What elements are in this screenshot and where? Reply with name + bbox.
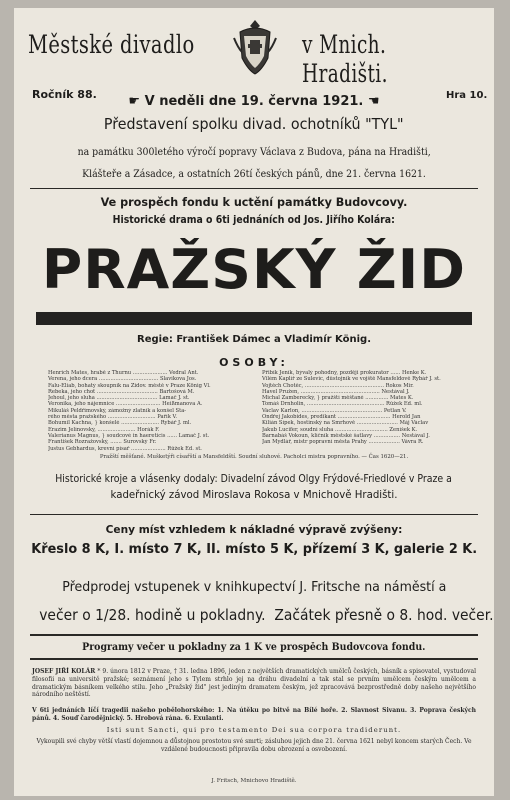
anniversary-date-line: Klášteře a Zásadce, a ostatních 26tí českých pánů, dne 21. června 1621.	[82, 168, 426, 180]
printer-line: J. Fritsch, Mnichovo Hradiště.	[211, 778, 297, 784]
latin-quote: Isti sunt Sancti, qui pro testamento Dei sua corpora tradiderunt.	[106, 726, 402, 734]
cast-entry: Erazim Jelínovský, ....................... Horák F.	[48, 426, 160, 433]
cast-entry: Václav Karlon, ................................................. Petlan V.	[262, 407, 407, 414]
program-line: Programy večer u pokladny za 1 K ve prospěch Budovcova fondu.	[82, 642, 426, 653]
cast-entry: Kilián Šípek, hostinský na Smrhově ......................... Máj Václav	[262, 420, 429, 427]
presale-line: Předprodej vstupenek v knihkupectví J. Fritsche na náměstí a	[61, 580, 447, 595]
cast-entry: Rebeka, jeho choť ..................................... Bartošová M.	[48, 388, 195, 395]
cast-entry: Jan Mydlář, mistr popravní města Prahy ................... Vávra R.	[262, 439, 424, 446]
divider	[30, 634, 478, 636]
cast-entry: Vojtěch Chotěc, ................................................ Rokos Mir.	[262, 382, 414, 389]
ticket-prices: Křeslo 8 K, I. místo 7 K, II. místo 5 K, přízemí 3 K, galerie 2 K.	[31, 542, 477, 557]
cast-entry: Přibík Jeník, bývalý pohodný, později prokurator ...... Henke K.	[262, 370, 427, 376]
divider	[30, 188, 478, 189]
cast-entry: František Rozražovský, ....... Šurovský Fr.	[48, 439, 157, 446]
theatre-poster	[14, 8, 494, 796]
pointing-hand-left-icon: ☚	[367, 94, 380, 109]
company-line: Představení spolku divad. ochotníků "TYL"	[104, 115, 404, 133]
cast-entry: rého města pražského ............................. Pařík V.	[48, 414, 177, 421]
cast-entry: Verena, jeho dcera .................................... Slavíkova Jos.	[48, 376, 197, 383]
play-number: Hra 10.	[446, 90, 488, 101]
costumes-line-2: kadeřnický závod Miroslava Rokosa v Mnichově Hradišti.	[110, 490, 398, 501]
benefit-line: Ve prospěch fondu k uctění památky Budovcovy.	[100, 196, 408, 209]
cast-entry: Havel Pružen, ................................................ Nestával J.	[262, 388, 410, 395]
theatre-name: Městské divadlo	[28, 30, 195, 59]
start-time: Začátek přesně o 8. hod. večer.	[274, 606, 494, 624]
divider	[30, 658, 478, 660]
cast-entry: Falu-Eliab, bohatý skoupník na Židov. městě v Praze König Vl.	[48, 382, 211, 389]
cast-entry: Tomáš Drnholin, ............................................... Růžek Ed. ml.	[262, 401, 423, 408]
direction-line: Regie: František Dámec a Vladimír König.	[137, 334, 371, 345]
play-title: PRAŽSKÝ ŽID	[41, 238, 467, 301]
cast-entry: Vilém Kaplíř ze Sulevic, důstojník ve vojště Mansfeldově Rybář J. st.	[262, 376, 441, 383]
cast-entry: Jakub Lucifer, soudní sluha ................................ Ženíšek K.	[262, 426, 418, 433]
closing-text: Vykoupili své chyby větší vlastí dojemnou a důstojnou prostotou své smrti; zásluhou jejich dne 21. června 1621 nebyl koncem starých Čech. Ve vzdálené budoucnosti připravila dobu obrození a osvobození.	[36, 738, 472, 753]
acts-summary: V 6ti jednáních líčí tragedii našeho pobělohorského: 1. Na útěku po bitvě na Bílé hoře. 2. Slavnost Sivanu. 3. Poprava českých pánů. 4. Souď čarodějnický. 5. Hrobová rána. 6. Exulanti.	[32, 707, 476, 722]
anniversary-line: na památku 300letého výročí popravy Václava z Budova, pána na Hradišti,	[77, 146, 431, 158]
genre-author-line: Historické drama o 6ti jednáních od Jos. Jiřího Kolára:	[112, 214, 396, 226]
author-name: JOSEF JIŘÍ KOLÁR	[32, 668, 96, 675]
volume-number: Ročník 88.	[32, 88, 97, 101]
town-name: v Mnich. Hradišti.	[302, 30, 388, 88]
prices-heading: Ceny míst vzhledem k nákladné výpravě zvýšeny:	[105, 524, 403, 536]
divider	[30, 514, 478, 515]
cast-entry: Mikuláš Peldřimovský, zámožný zlatník a konšel Sta-	[48, 407, 187, 414]
cast-entry: Valerianus Magnus, } soudcové in haereticis ...... Lamač J. st.	[48, 432, 210, 439]
author-biography: JOSEF JIŘÍ KOLÁR * 9. února 1812 v Praze, † 31. ledna 1896, jeden z největších dramatických umělců českých, básník a spisovatel, vystudoval filosofii na universitě pražské; seznámení jeho s Tylem strhlo jej na dráhu divadelní a tak stal se prvním umělcem českým umělcem a dramatickým básníkem velkého stilu. Jeho „Pražský žid" jest jediným dramatem českým, jež zpracovává bezprostředně doby našeho největšího národního neštěstí.	[32, 668, 476, 699]
cast-entry: Barnabáš Vokoun, klíčník městské šatlavy ................ Nestával J.	[262, 432, 430, 439]
cast-heading: OSOBY:	[219, 356, 289, 369]
cast-entry: Michal Zamberecký, } pražští měšťané .............. Mates K.	[262, 395, 414, 402]
cast-entry: Jehoul, jeho sluha ..................................... Lamač J. st.	[48, 395, 190, 402]
pointing-hand-right-icon: ☛	[128, 94, 141, 109]
cast-entry: Ondřej Jakobides, predikant ................................ Herold Jan	[262, 414, 421, 421]
costumes-line-1: Historické kroje a vlásenky dodaly: Divadelní závod Olgy Frýdové-Friedlové v Praze a	[55, 474, 453, 485]
cast-entry: Justus Gebhardus, krevní písař ..................... Růžek Ed. st.	[48, 445, 202, 452]
title-underline-bar	[36, 312, 472, 325]
cast-list-right	[262, 370, 466, 446]
cast-note: Pražští měšťané. Mušketýři císařští a Mansfeldští. Soudní sluhové. Pacholci mistra popravního. — Čas 1620—21.	[99, 454, 409, 460]
coat-of-arms-icon	[232, 18, 278, 76]
cast-list-left	[48, 370, 248, 452]
performance-date: V neděli dne 19. června 1921.	[144, 94, 364, 109]
cast-entry: Veronika, jeho nájemnice ........................... Heißmanova A.	[48, 401, 203, 408]
box-office-time: večer o 1/28. hodině u pokladny.	[39, 606, 266, 624]
cast-entry: Henrich Mates, hrabě z Thurnu ..................... Vedral Ant.	[48, 370, 199, 376]
cast-entry: Bohumil Kachna, } konšelé ....................... Rybář J. ml.	[48, 420, 192, 427]
